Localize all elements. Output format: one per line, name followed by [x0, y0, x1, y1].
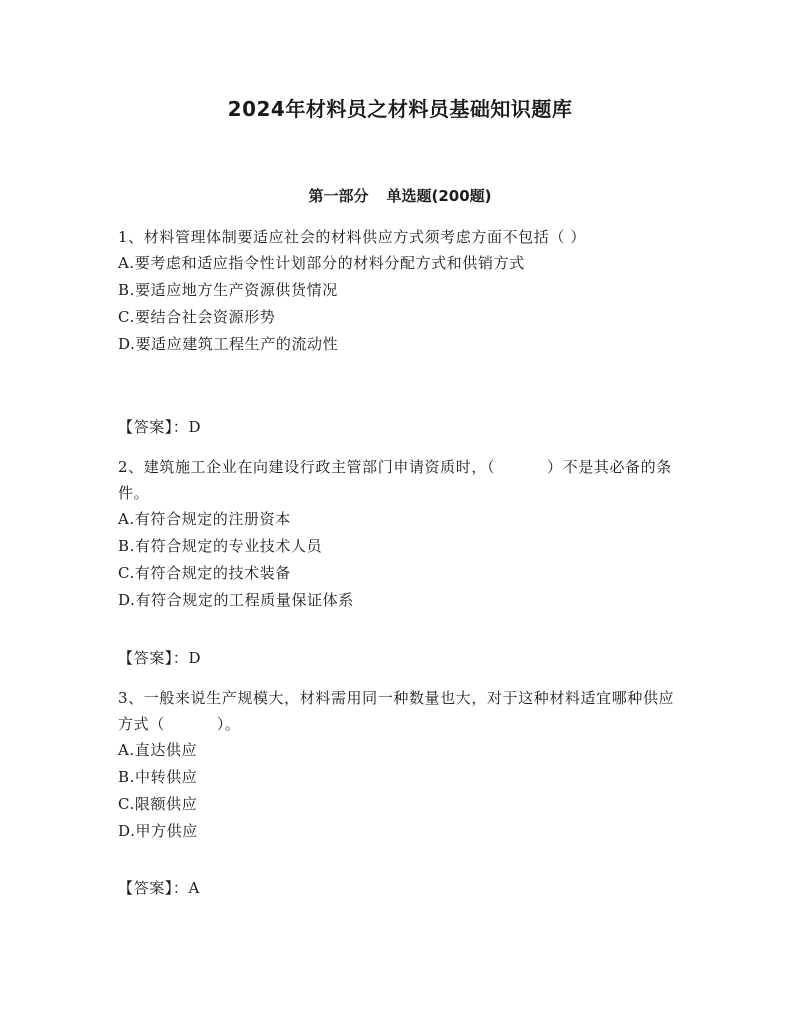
- option-d: D.甲方供应: [118, 822, 198, 840]
- section-name: 单选题(200题): [386, 187, 492, 205]
- answer-value: D: [188, 649, 202, 667]
- answer-2: [118, 646, 201, 670]
- option-b: B.中转供应: [118, 768, 198, 786]
- option-c: C.限额供应: [118, 795, 198, 813]
- section-heading: [0, 184, 800, 208]
- option-d: D.有符合规定的工程质量保证体系: [118, 591, 354, 609]
- answer-value: D: [188, 418, 202, 436]
- answer-label: 【答案】：: [118, 418, 189, 436]
- question-1: [118, 224, 678, 358]
- answer-1: [118, 415, 201, 439]
- answer-value: A: [188, 879, 200, 897]
- option-c: C.要结合社会资源形势: [118, 308, 276, 326]
- question-3: [118, 685, 678, 845]
- document-title: 2024年材料员之材料员基础知识题库: [227, 97, 573, 121]
- question-stem: 1、材料管理体制要适应社会的材料供应方式须考虑方面不包括（ ）: [118, 228, 586, 246]
- option-a: A.直达供应: [118, 741, 198, 759]
- option-c: C.有符合规定的技术装备: [118, 564, 291, 582]
- option-a: A.要考虑和适应指令性计划部分的材料分配方式和供销方式: [118, 254, 525, 272]
- section-part: 第一部分: [308, 187, 369, 205]
- option-a: A.有符合规定的注册资本: [118, 510, 291, 528]
- option-d: D.要适应建筑工程生产的流动性: [118, 335, 339, 353]
- answer-label: 【答案】：: [118, 879, 189, 897]
- option-b: B.要适应地方生产资源供货情况: [118, 281, 338, 299]
- question-2: [118, 454, 678, 614]
- answer-3: [118, 876, 200, 900]
- question-stem: 3、一般来说生产规模大，材料需用同一种数量也大，对于这种材料适宜哪种供应方式（ ）。: [118, 689, 675, 733]
- answer-label: 【答案】：: [118, 649, 189, 667]
- option-b: B.有符合规定的专业技术人员: [118, 537, 323, 555]
- question-stem: 2、建筑施工企业在向建设行政主管部门申请资质时，（ ）不是其必备的条件。: [118, 458, 672, 502]
